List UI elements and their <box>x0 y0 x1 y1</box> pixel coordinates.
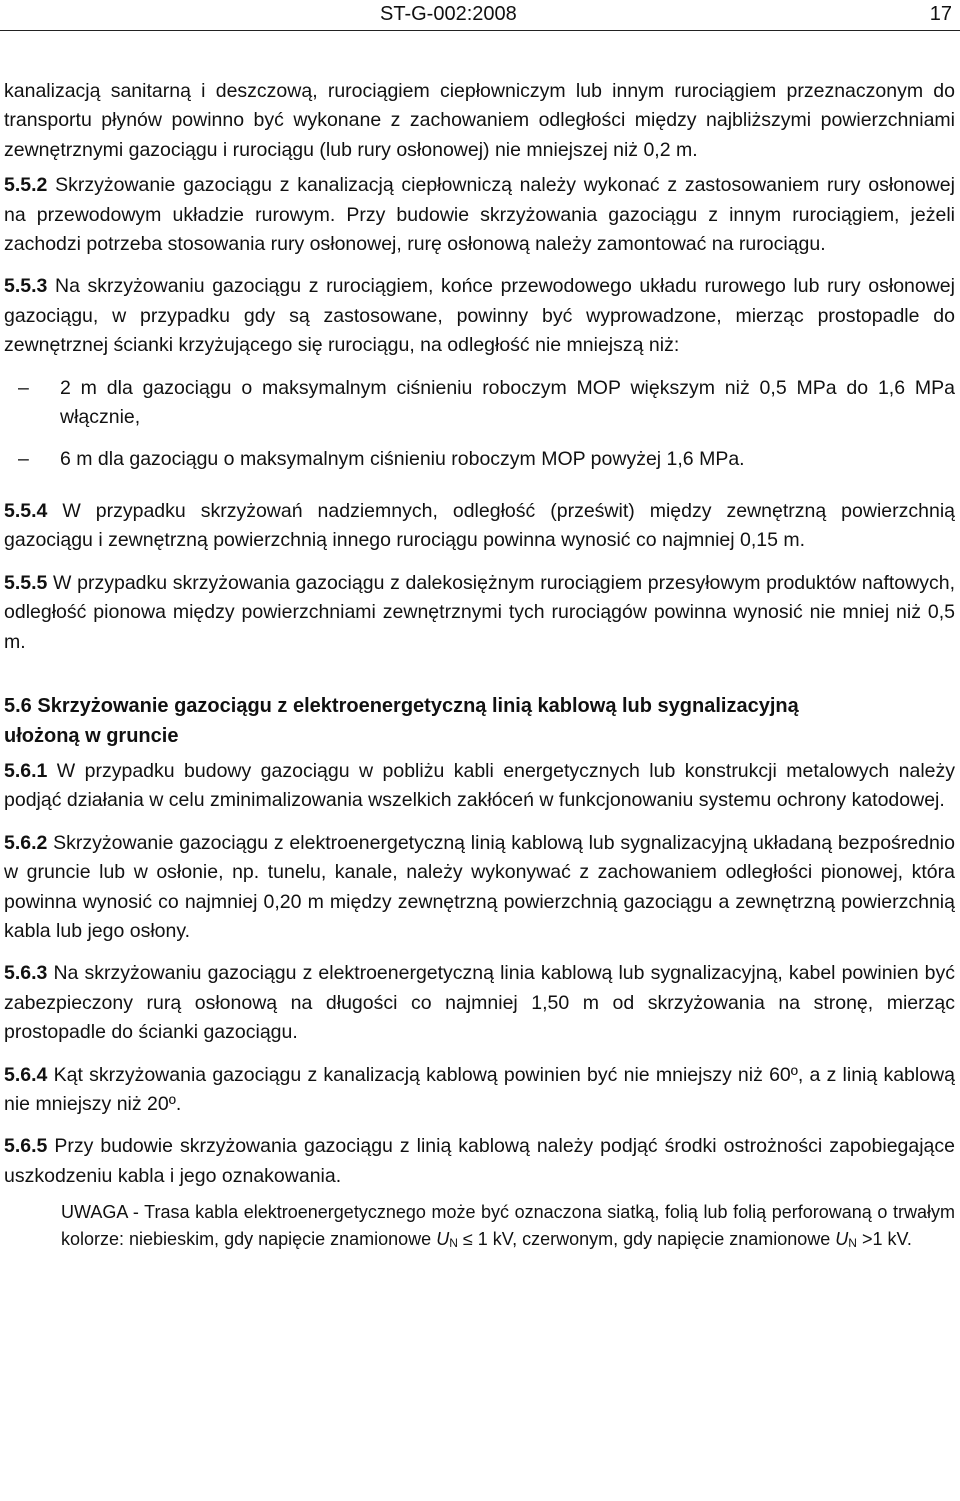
voltage-symbol: U <box>835 1229 849 1250</box>
intro-paragraph: kanalizacją sanitarną i deszczową, rurociągiem ciepłowniczym lub innym rurociągiem przeznaczonym do transportu płynów powinno być wykonane z zachowaniem odległości między najbliższymi powierzchniami zewnętrznymi gazociągu i rurociągu (lub rury osłonowej) nie mniejszej niż 0,2 m. <box>4 80 955 161</box>
section-5-6-3 <box>4 959 955 1047</box>
voltage-symbol: U <box>436 1229 450 1250</box>
section-5-5-4 <box>4 497 955 556</box>
section-number: 5.6.2 <box>4 831 48 854</box>
page-header <box>0 0 960 31</box>
section-number: 5.6.3 <box>4 962 48 985</box>
note-paragraph <box>4 1199 955 1253</box>
section-text: Kąt skrzyżowania gazociągu z kanalizacją kablową powinien być nie mniejszy niż 60º, a z linią kablową nie mniejszy niż 20º. <box>4 1063 955 1115</box>
section-text: Skrzyżowanie gazociągu z kanalizacją ciepłowniczą należy wykonać z zastosowaniem rury osłonowej na przewodowym układzie rurowym. Przy budowie skrzyżowania gazociągu z innym rurociągiem, jeżeli zachodzi potrzeba stosowania rury osłonowej, rurę osłonową należy zamontować na rurociągu. <box>4 174 955 256</box>
section-text: Na skrzyżowaniu gazociągu z rurociągiem, końce przewodowego układu rurowego lub rury osłonowej gazociągu, w przypadku gdy są zastosowane, powinny być wyprowadzone, mierząc prostopadle do zewnętrznej ścianki krzyżującego się rurociągu, na odległość nie mniejszą niż: <box>4 275 955 357</box>
section-text: W przypadku skrzyżowań nadziemnych, odległość (prześwit) między zewnętrzną powierzchnią gazociągu i zewnętrzną powierzchnią innego rurociągu powinna wynosić co najmniej 0,15 m. <box>4 499 955 552</box>
note-text-part: >1 kV. <box>856 1229 912 1250</box>
list-item-text: 2 m dla gazociągu o maksymalnym ciśnieniu roboczym MOP większym niż 0,5 MPa do 1,6 MPa włącznie, <box>60 376 955 429</box>
section-text: Na skrzyżowaniu gazociągu z elektroenergetyczną linia kablową lub sygnalizacyjną, kabel powinien być zabezpieczony rurą osłonową na długości co najmniej 1,50 m od skrzyżowania na stronę, mierząc prostopadle do ścianki gazociągu. <box>4 962 955 1044</box>
note-text-part: ≤ 1 kV, czerwonym, gdy napięcie znamionowe <box>457 1229 836 1250</box>
section-number: 5.5.2 <box>4 174 48 197</box>
section-5-5-3 <box>4 272 955 360</box>
section-heading-5-6: 5.6 Skrzyżowanie gazociągu z elektroenergetyczną linią kablową lub sygnalizacyjną ułożoną w gruncie <box>4 694 799 747</box>
page-content <box>4 77 955 1253</box>
note-text-part: UWAGA - Trasa kabla elektroenergetycznego może być oznaczona siatką, folią lub folią perforowaną o trwałym kolorze: niebieskim, gdy napięcie znamionowe <box>61 1202 955 1250</box>
section-text: Przy budowie skrzyżowania gazociągu z linią kablową należy podjąć środki ostrożności zapobiegające uszkodzeniu kabla i jego oznakowania. <box>4 1135 955 1187</box>
voltage-subscript: N <box>449 1236 458 1251</box>
section-number: 5.5.3 <box>4 275 48 298</box>
section-text: W przypadku budowy gazociągu w pobliżu kabli energetycznych lub konstrukcji metalowych należy podjąć działania w celu zminimalizowania wszelkich zakłóceń w funkcjonowaniu systemu ochrony katodowej. <box>4 759 955 812</box>
section-number: 5.5.5 <box>4 571 48 594</box>
dash-bullet: – <box>18 448 29 471</box>
list-item <box>4 445 955 474</box>
section-5-5-5 <box>4 569 955 657</box>
section-number: 5.6.4 <box>4 1063 48 1086</box>
section-text: Skrzyżowanie gazociągu z elektroenergetyczną linią kablową lub sygnalizacyjną układaną bezpośrednio w gruncie lub w osłonie, np. tunelu, kanale, należy wykonywać z zachowaniem odległości pionowej, która powinna wynosić co najmniej 0,20 m między zewnętrzną powierzchnią gazociągu a zewnętrzną powierzchnią kabla lub jego osłony. <box>4 831 955 942</box>
section-5-6-2 <box>4 829 955 947</box>
document-id: ST-G-002:2008 <box>380 3 517 25</box>
section-5-6-5 <box>4 1132 955 1191</box>
page-number: 17 <box>929 3 952 25</box>
section-5-6-4 <box>4 1061 955 1120</box>
section-number: 5.6.5 <box>4 1135 48 1158</box>
section-5-5-2 <box>4 171 955 259</box>
list-item-text: 6 m dla gazociągu o maksymalnym ciśnieniu roboczym MOP powyżej 1,6 MPa. <box>60 448 745 471</box>
voltage-subscript: N <box>848 1236 857 1251</box>
list-item <box>4 374 955 433</box>
section-number: 5.5.4 <box>4 499 48 522</box>
section-number: 5.6.1 <box>4 759 48 782</box>
section-text: W przypadku skrzyżowania gazociągu z dalekosiężnym rurociągiem przesyłowym produktów naftowych, odległość pionowa między powierzchniami zewnętrznymi tych rurociągów powinna wynosić nie mniej niż 0,5 m. <box>4 571 955 653</box>
dash-bullet: – <box>18 376 29 399</box>
section-5-6-1 <box>4 757 955 816</box>
